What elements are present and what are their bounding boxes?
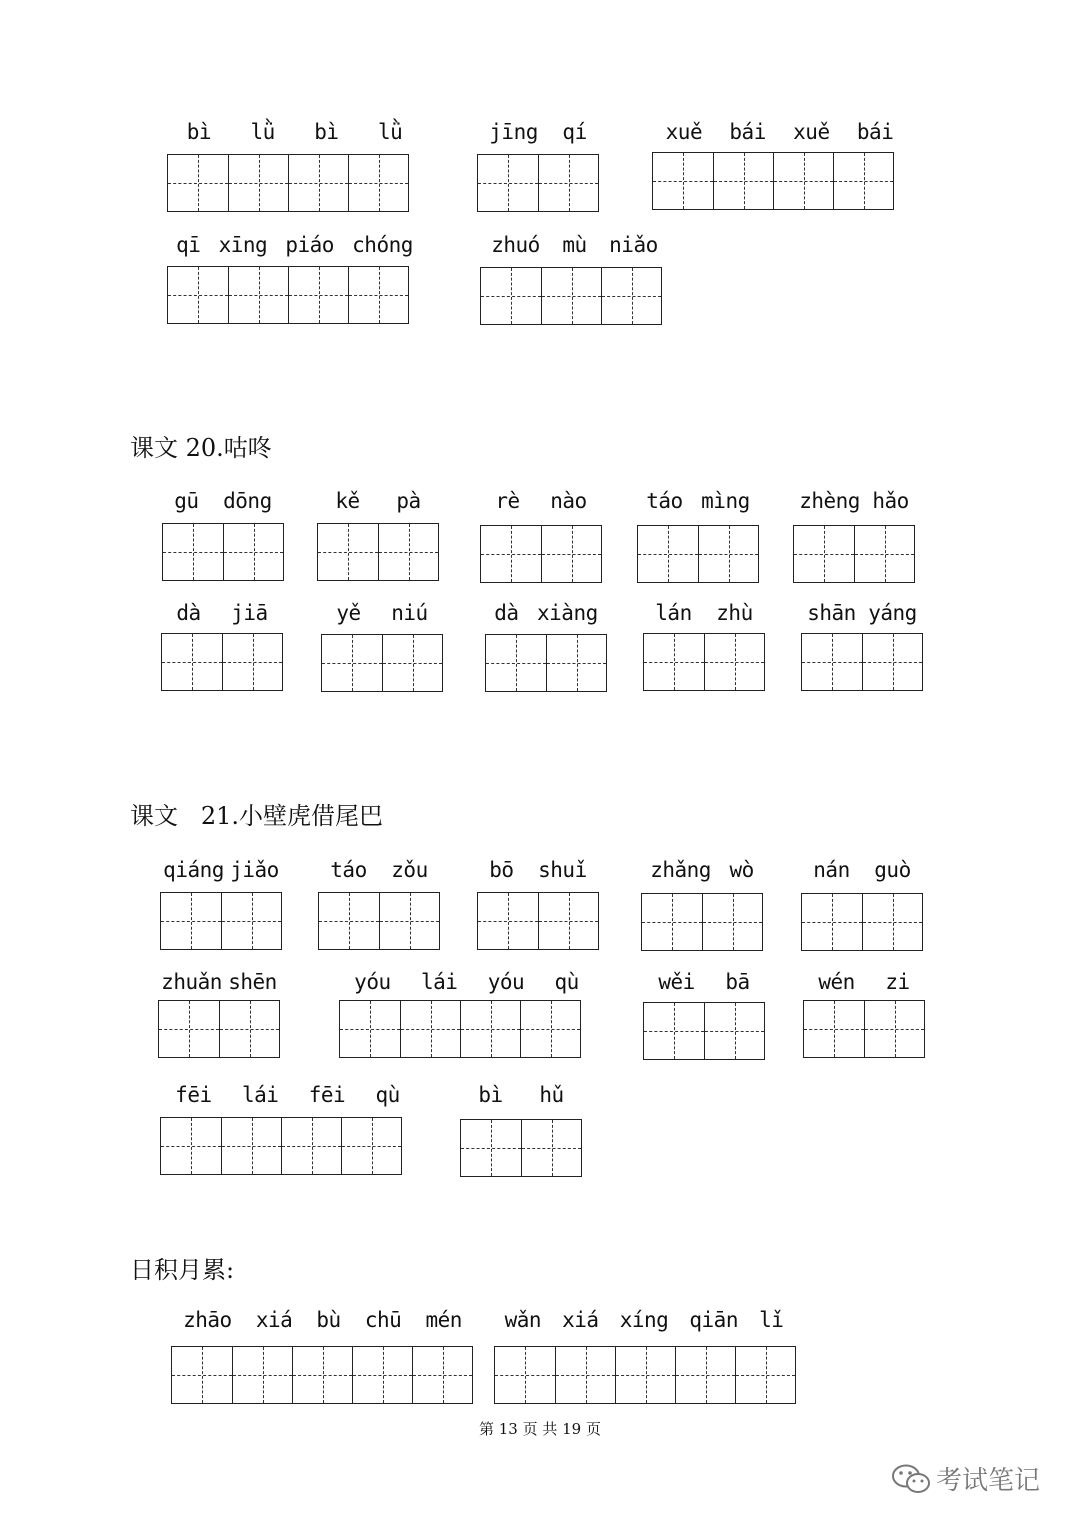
writing-grid <box>480 525 602 583</box>
pinyin-syllable: bù <box>316 1308 341 1332</box>
writing-grid <box>318 892 440 950</box>
pinyin-syllable: xuě <box>665 120 703 144</box>
tianzige-cell[interactable] <box>161 893 221 949</box>
pinyin-row <box>160 850 282 882</box>
word-group <box>477 112 599 212</box>
pinyin-row <box>480 481 602 513</box>
tianzige-cell[interactable] <box>698 526 758 582</box>
pinyin-row <box>321 593 443 625</box>
tianzige-cell[interactable] <box>601 268 661 324</box>
pinyin-syllable: xíng <box>619 1308 669 1332</box>
pinyin-syllable: bái <box>729 120 766 144</box>
tianzige-cell[interactable] <box>642 894 702 950</box>
pinyin-row <box>641 850 763 882</box>
tianzige-cell[interactable] <box>382 635 442 691</box>
tianzige-cell[interactable] <box>292 1347 352 1403</box>
pinyin-syllable: yóu <box>487 970 525 994</box>
tianzige-cell[interactable] <box>352 1347 412 1403</box>
tianzige-cell[interactable] <box>862 894 922 950</box>
tianzige-cell[interactable] <box>221 893 281 949</box>
word-group <box>641 850 763 951</box>
pinyin-syllable: táo <box>646 489 683 513</box>
pinyin-row <box>167 225 422 257</box>
writing-grid <box>643 633 765 691</box>
pinyin-syllable: bì <box>186 120 212 144</box>
word-group <box>317 481 439 581</box>
pinyin-syllable: wén <box>818 970 855 994</box>
watermark-text: 考试笔记 <box>936 1466 1041 1496</box>
pinyin-row <box>477 112 599 144</box>
pinyin-row <box>158 962 280 994</box>
writing-grid <box>803 1000 925 1058</box>
pinyin-syllable: lǜ <box>250 120 275 144</box>
pinyin-row <box>801 850 923 882</box>
pinyin-syllable: bā <box>725 970 750 994</box>
tianzige-cell[interactable] <box>322 635 382 691</box>
tianzige-cell[interactable] <box>400 1001 460 1057</box>
tianzige-cell[interactable] <box>319 893 379 949</box>
pinyin-syllable: zǒu <box>391 858 428 882</box>
pinyin-syllable: xīng <box>218 233 268 257</box>
word-group <box>160 850 282 950</box>
pinyin-syllable: lǐ <box>759 1308 784 1332</box>
word-group <box>803 962 925 1058</box>
word-group <box>643 962 765 1060</box>
writing-grid <box>652 152 894 210</box>
tianzige-cell[interactable] <box>378 524 438 580</box>
tianzige-cell[interactable] <box>794 526 854 582</box>
pinyin-syllable: shēn <box>228 970 277 994</box>
writing-grid <box>477 154 599 212</box>
tianzige-cell[interactable] <box>232 1347 292 1403</box>
tianzige-cell[interactable] <box>223 524 283 580</box>
word-group <box>477 850 599 950</box>
tianzige-cell[interactable] <box>644 1003 704 1059</box>
writing-grid <box>801 633 923 691</box>
word-group <box>339 962 594 1058</box>
pinyin-syllable: fēi <box>175 1083 212 1107</box>
tianzige-cell[interactable] <box>478 155 538 211</box>
writing-grid <box>793 525 915 583</box>
word-group <box>637 481 759 583</box>
pinyin-syllable: nán <box>813 858 850 882</box>
tianzige-cell[interactable] <box>318 524 378 580</box>
pinyin-syllable: qiáng <box>163 858 224 882</box>
pinyin-row <box>318 850 440 882</box>
pinyin-syllable: xiá <box>562 1308 599 1332</box>
writing-grid <box>161 633 283 691</box>
tianzige-cell[interactable] <box>653 153 713 209</box>
writing-grid <box>162 523 284 581</box>
tianzige-cell[interactable] <box>379 893 439 949</box>
pinyin-syllable: zhāo <box>183 1308 232 1332</box>
tianzige-cell[interactable] <box>538 155 598 211</box>
pinyin-syllable: gū <box>174 489 199 513</box>
tianzige-cell[interactable] <box>221 1118 281 1174</box>
writing-grid <box>643 1002 765 1060</box>
word-group <box>801 593 923 691</box>
tianzige-cell[interactable] <box>228 155 288 211</box>
tianzige-cell[interactable] <box>802 634 862 690</box>
word-group <box>167 225 422 324</box>
pinyin-syllable: mù <box>562 233 587 257</box>
pinyin-syllable: pà <box>396 489 421 513</box>
pinyin-row <box>477 850 599 882</box>
tianzige-cell[interactable] <box>460 1001 520 1057</box>
page-footer: 第 13 页 共 19 页 <box>478 1420 601 1438</box>
tianzige-cell[interactable] <box>520 1001 580 1057</box>
pinyin-syllable: yáng <box>868 601 917 625</box>
writing-grid <box>167 266 409 324</box>
wechat-icon <box>890 1462 932 1496</box>
tianzige-cell[interactable] <box>555 1347 615 1403</box>
tianzige-cell[interactable] <box>161 1118 221 1174</box>
word-group <box>480 481 602 583</box>
pinyin-row <box>171 1300 474 1332</box>
pinyin-syllable: jīng <box>489 120 538 144</box>
writing-grid <box>321 634 443 692</box>
pinyin-row <box>793 481 915 513</box>
tianzige-cell[interactable] <box>704 1003 764 1059</box>
word-group <box>643 593 765 691</box>
writing-grid <box>171 1346 473 1404</box>
word-group <box>460 1075 582 1177</box>
pinyin-syllable: guò <box>874 858 911 882</box>
pinyin-syllable: lǜ <box>377 120 403 144</box>
tianzige-cell[interactable] <box>219 1001 279 1057</box>
pinyin-syllable: dōng <box>223 489 272 513</box>
tianzige-cell[interactable] <box>478 893 538 949</box>
pinyin-syllable: qí <box>562 120 587 144</box>
pinyin-syllable: zhuó <box>491 233 540 257</box>
writing-grid <box>485 634 607 692</box>
pinyin-syllable: zi <box>885 970 910 994</box>
pinyin-syllable: yóu <box>354 970 391 994</box>
tianzige-cell[interactable] <box>348 155 408 211</box>
tianzige-cell[interactable] <box>495 1347 555 1403</box>
tianzige-cell[interactable] <box>481 268 541 324</box>
pinyin-syllable: zhèng <box>799 489 860 513</box>
word-group <box>171 1300 474 1404</box>
pinyin-syllable: mén <box>425 1308 462 1332</box>
tianzige-cell[interactable] <box>802 894 862 950</box>
pinyin-syllable: dà <box>176 601 201 625</box>
tianzige-cell[interactable] <box>541 268 601 324</box>
pinyin-syllable: qù <box>554 970 579 994</box>
pinyin-syllable: zhuǎn <box>161 970 222 994</box>
word-group <box>167 112 422 212</box>
accumulation-heading: 日积月累: <box>130 1256 235 1284</box>
pinyin-syllable: shuǐ <box>538 858 587 882</box>
pinyin-row <box>339 962 594 994</box>
lesson-21-heading: 课文 21.小壁虎借尾巴 <box>130 802 384 830</box>
pinyin-syllable: piáo <box>285 233 334 257</box>
pinyin-syllable: chū <box>364 1308 402 1332</box>
pinyin-row <box>162 481 284 513</box>
tianzige-cell[interactable] <box>168 155 228 211</box>
writing-grid <box>477 892 599 950</box>
tianzige-cell[interactable] <box>159 1001 219 1057</box>
pinyin-syllable: wò <box>729 858 754 882</box>
writing-grid <box>339 1000 581 1058</box>
pinyin-row <box>460 1075 582 1107</box>
tianzige-cell[interactable] <box>341 1118 401 1174</box>
pinyin-syllable: wěi <box>658 970 695 994</box>
pinyin-syllable: bì <box>478 1083 503 1107</box>
pinyin-syllable: qù <box>375 1083 400 1107</box>
word-group <box>485 593 607 692</box>
word-group <box>162 481 284 581</box>
tianzige-cell[interactable] <box>168 267 228 323</box>
pinyin-syllable: kě <box>335 489 360 513</box>
pinyin-row <box>637 481 759 513</box>
pinyin-syllable: chóng <box>352 233 413 257</box>
pinyin-syllable: lái <box>420 970 458 994</box>
pinyin-syllable: nào <box>550 489 587 513</box>
pinyin-syllable: zhǎng <box>650 858 711 882</box>
pinyin-row <box>801 593 923 625</box>
pinyin-syllable: qī <box>176 233 201 257</box>
tianzige-cell[interactable] <box>644 634 704 690</box>
tianzige-cell[interactable] <box>486 635 546 691</box>
pinyin-row <box>494 1300 794 1332</box>
tianzige-cell[interactable] <box>340 1001 400 1057</box>
word-group <box>158 962 280 1058</box>
writing-grid <box>460 1119 582 1177</box>
pinyin-syllable: bì <box>314 120 339 144</box>
pinyin-syllable: bō <box>489 858 514 882</box>
pinyin-syllable: dà <box>494 601 519 625</box>
tianzige-cell[interactable] <box>163 524 223 580</box>
writing-grid <box>160 892 282 950</box>
word-group <box>652 112 907 210</box>
tianzige-cell[interactable] <box>521 1120 581 1176</box>
writing-grid <box>158 1000 280 1058</box>
tianzige-cell[interactable] <box>541 526 601 582</box>
writing-grid <box>317 523 439 581</box>
pinyin-syllable: mìng <box>701 489 750 513</box>
pinyin-row <box>160 1075 415 1107</box>
pinyin-row <box>643 962 765 994</box>
pinyin-syllable: lán <box>655 601 692 625</box>
word-group <box>801 850 923 951</box>
word-group <box>321 593 443 692</box>
tianzige-cell[interactable] <box>538 893 598 949</box>
tianzige-cell[interactable] <box>281 1118 341 1174</box>
pinyin-syllable: lái <box>241 1083 279 1107</box>
pinyin-syllable: shān <box>807 601 856 625</box>
tianzige-cell[interactable] <box>348 267 408 323</box>
word-group <box>160 1075 415 1175</box>
pinyin-syllable: niú <box>391 601 428 625</box>
writing-grid <box>641 893 763 951</box>
watermark <box>890 1460 1040 1497</box>
pinyin-syllable: táo <box>330 858 367 882</box>
tianzige-cell[interactable] <box>773 153 833 209</box>
tianzige-cell[interactable] <box>702 894 762 950</box>
word-group <box>161 593 283 691</box>
pinyin-row <box>161 593 283 625</box>
pinyin-syllable: fēi <box>308 1083 346 1107</box>
writing-grid <box>494 1346 796 1404</box>
pinyin-row <box>317 481 439 513</box>
tianzige-cell[interactable] <box>675 1347 735 1403</box>
pinyin-syllable: wǎn <box>504 1308 541 1332</box>
tianzige-cell[interactable] <box>412 1347 472 1403</box>
word-group <box>480 225 669 325</box>
word-group <box>494 1300 794 1404</box>
writing-grid <box>801 893 923 951</box>
tianzige-cell[interactable] <box>288 155 348 211</box>
pinyin-syllable: hǔ <box>539 1083 564 1107</box>
tianzige-cell[interactable] <box>288 267 348 323</box>
writing-grid <box>480 267 662 325</box>
pinyin-row <box>167 112 422 144</box>
tianzige-cell[interactable] <box>854 526 914 582</box>
tianzige-cell[interactable] <box>228 267 288 323</box>
pinyin-row <box>643 593 765 625</box>
tianzige-cell[interactable] <box>546 635 606 691</box>
pinyin-row <box>803 962 925 994</box>
pinyin-syllable: jiǎo <box>230 858 279 882</box>
pinyin-syllable: xuě <box>793 120 830 144</box>
pinyin-row <box>480 225 669 257</box>
tianzige-cell[interactable] <box>704 634 764 690</box>
pinyin-syllable: yě <box>336 601 361 625</box>
pinyin-syllable: hǎo <box>872 489 909 513</box>
pinyin-syllable: zhù <box>716 601 753 625</box>
pinyin-syllable: qiān <box>689 1308 738 1332</box>
lesson-20-heading: 课文 20.咕咚 <box>130 434 272 462</box>
writing-grid <box>637 525 759 583</box>
tianzige-cell[interactable] <box>481 526 541 582</box>
tianzige-cell[interactable] <box>862 634 922 690</box>
tianzige-cell[interactable] <box>461 1120 521 1176</box>
pinyin-syllable: niǎo <box>609 233 658 257</box>
tianzige-cell[interactable] <box>713 153 773 209</box>
pinyin-row <box>485 593 607 625</box>
tianzige-cell[interactable] <box>615 1347 675 1403</box>
pinyin-syllable: xiàng <box>537 601 598 625</box>
word-group <box>793 481 915 583</box>
pinyin-syllable: bái <box>856 120 894 144</box>
tianzige-cell[interactable] <box>162 634 222 690</box>
tianzige-cell[interactable] <box>804 1001 864 1057</box>
tianzige-cell[interactable] <box>222 634 282 690</box>
pinyin-syllable: xiá <box>255 1308 293 1332</box>
pinyin-row <box>652 112 907 144</box>
tianzige-cell[interactable] <box>864 1001 924 1057</box>
word-group <box>318 850 440 950</box>
tianzige-cell[interactable] <box>735 1347 795 1403</box>
pinyin-syllable: rè <box>495 489 520 513</box>
writing-grid <box>160 1117 402 1175</box>
tianzige-cell[interactable] <box>833 153 893 209</box>
tianzige-cell[interactable] <box>638 526 698 582</box>
tianzige-cell[interactable] <box>172 1347 232 1403</box>
writing-grid <box>167 154 409 212</box>
pinyin-syllable: jiā <box>231 601 268 625</box>
